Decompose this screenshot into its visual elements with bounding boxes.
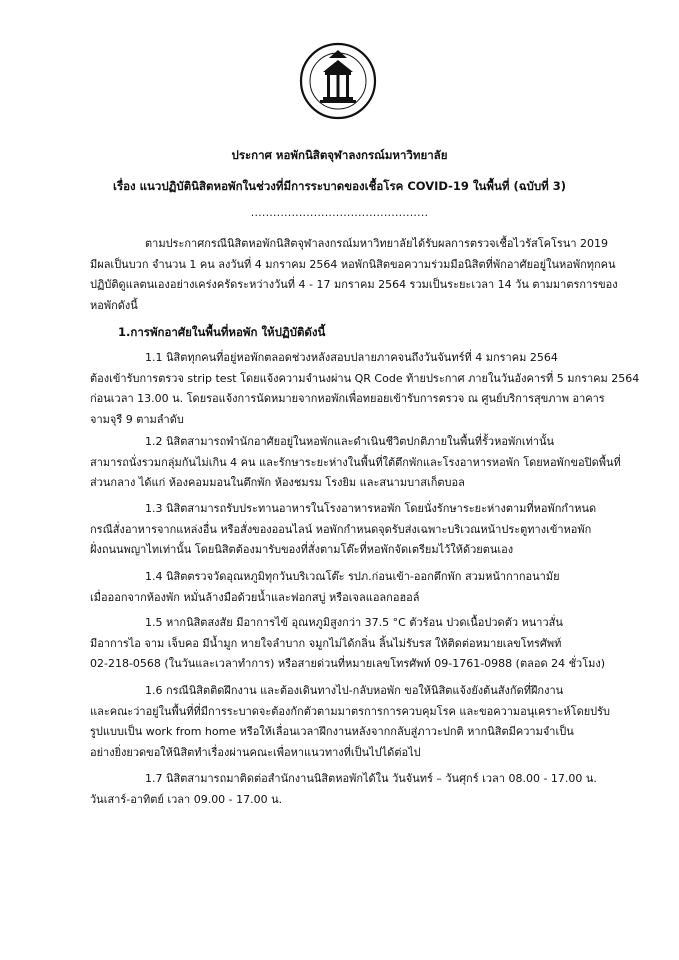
item-line: เมื่อออกจากห้องพัก หมั่นล้างมือด้วยน้ำและฟอกสบู่ หรือเจลแอลกอฮอล์	[90, 590, 420, 604]
item-1-5	[90, 613, 606, 675]
item-line: วันเสาร์-อาทิตย์ เวลา 09.00 - 17.00 น.	[90, 792, 283, 806]
item-line: และคณะว่าอยู่ในพื้นที่ที่มีการระบาดจะต้องกักตัวตามมาตรการการควบคุมโรค และขอความอนุเคราะห์โดยปรับ	[90, 704, 611, 718]
item-line: มีอาการไอ จาม เจ็บคอ มีน้ำมูก หายใจลำบาก จมูกไม่ได้กลิ่น ลิ้นไม่รับรส ให้ติดต่อหมายเลขโทรศัพท์	[90, 636, 562, 650]
item-line: รูปแบบเป็น work from home หรือให้เลื่อนเวลาฝึกงานหลังจากกลับสู่ภาวะปกติ หากนิสิตมีความจำเป็น	[90, 725, 574, 738]
intro-line: มีผลเป็นบวก จำนวน 1 คน ลงวันที่ 4 มกราคม 2564 หอพักนิสิตขอความร่วมมือนิสิตที่พักอาศัยอยู่ในหอพักทุกคน	[90, 257, 616, 271]
item-line: ต้องเข้ารับการตรวจ strip test โดยแจ้งความจำนงผ่าน QR Code ท้ายประกาศ ภายในวันอังคารที่ 5 มกราคม 2564	[90, 371, 640, 385]
intro-paragraph	[90, 234, 618, 316]
separator-dots: ................................................	[250, 206, 429, 219]
item-line: 1.6 กรณีนิสิตติดฝึกงาน และต้องเดินทางไป-กลับหอพัก ขอให้นิสิตแจ้งยังต้นสังกัดที่ฝึกงาน	[145, 684, 564, 697]
section-1-heading: 1.การพักอาศัยในพื้นที่หอพัก ให้ปฏิบัติดังนี้	[118, 325, 326, 339]
item-1-2	[90, 432, 621, 494]
item-line: ส่วนกลาง ได้แก่ ห้องคอมมอนในตึกพัก ห้องชมรม โรงยิม และสนามบาสเก็ตบอล	[90, 476, 465, 489]
item-line: อย่างยิ่งยวดขอให้นิสิตทำเรื่องผ่านคณะเพื่อหาแนวทางที่เป็นไปได้ต่อไป	[90, 745, 421, 759]
item-1-1	[90, 348, 640, 430]
item-1-4	[90, 567, 595, 608]
item-line: 1.4 นิสิตตรวจวัดอุณหภูมิทุกวันบริเวณโต๊ะ รปภ.ก่อนเข้า-ออกตึกพัก สวมหน้ากากอนามัย	[145, 570, 560, 583]
item-line: 1.5 หากนิสิตสงสัย มีอาการไข้ อุณหภูมิสูงกว่า 37.5 °C ตัวร้อน ปวดเนื้อปวดตัว หนาวสั่น	[145, 616, 563, 629]
item-line: ฝั่งถนนพญาไทเท่านั้น โดยนิสิตต้องมารับของที่สั่งตามโต๊ะที่หอพักจัดเตรียมไว้ให้ด้วยตนเอง	[90, 543, 514, 556]
item-line: จามจุรี 9 ตามลำดับ	[90, 412, 184, 426]
item-line: สามารถนั่งรวมกลุ่มกันไม่เกิน 4 คน และรักษาระยะห่างในพื้นที่ใต้ตึกพักและโรงอาหารหอพัก โดยหอพักขอปิดพื้นที่	[90, 455, 621, 469]
item-line: 1.3 นิสิตสามารถรับประทานอาหารในโรงอาหารหอพัก โดยนั่งรักษาระยะห่างตามที่หอพักกำหนด	[145, 502, 597, 515]
intro-line: ตามประกาศกรณีนิสิตหอพักนิสิตจุฬาลงกรณ์มหาวิทยาลัยได้รับผลการตรวจเชื้อไวรัสโคโรนา 2019	[145, 237, 609, 250]
item-line: 1.2 นิสิตสามารถพำนักอาศัยอยู่ในหอพักและดำเนินชีวิตปกติภายในพื้นที่รั้วหอพักเท่านั้น	[145, 435, 555, 448]
item-1-6	[90, 681, 611, 763]
item-line: ก่อนเวลา 13.00 น. โดยรอแจ้งการนัดหมายจากหอพักเพื่อทยอยเข้ารับการตรวจ ณ ศูนย์บริการสุขภาพ อาคาร	[90, 392, 605, 405]
item-line: 02-218-0568 (ในวันและเวลาทำการ) หรือสายด่วนที่หมายเลขโทรศัพท์ 09-1761-0988 (ตลอด 24 ชั่วโมง)	[90, 657, 606, 670]
item-line: 1.1 นิสิตทุกคนที่อยู่หอพักตลอดช่วงหลังสอบปลายภาคจนถึงวันจันทร์ที่ 4 มกราคม 2564	[145, 351, 558, 364]
announcement-subject: เรื่อง แนวปฏิบัตินิสิตหอพักในช่วงที่มีการระบาดของเชื้อโรค COVID-19 ในพื้นที่ (ฉบับที่ 3)	[113, 179, 566, 193]
dormitory-seal-logo	[299, 42, 377, 120]
intro-line: ปฏิบัติดูแลตนเองอย่างเคร่งครัดระหว่างวันที่ 4 - 17 มกราคม 2564 รวมเป็นระยะเวลา 14 วัน ตามมาตรการของ	[90, 278, 618, 291]
intro-line: หอพักดังนี้	[90, 298, 138, 312]
item-1-7	[90, 769, 595, 810]
announcement-title: ประกาศ หอพักนิสิตจุฬาลงกรณ์มหาวิทยาลัย	[231, 148, 448, 162]
item-line: 1.7 นิสิตสามารถมาติดต่อสำนักงานนิสิตหอพักได้ใน วันจันทร์ – วันศุกร์ เวลา 08.00 - 17.00 น.	[145, 772, 597, 785]
item-line: กรณีสั่งอาหารจากแหล่งอื่น หรือสั่งของออนไลน์ หอพักกำหนดจุดรับส่งเฉพาะบริเวณหน้าประตูทางเข้าหอพัก	[90, 522, 592, 536]
item-1-3	[90, 499, 595, 561]
